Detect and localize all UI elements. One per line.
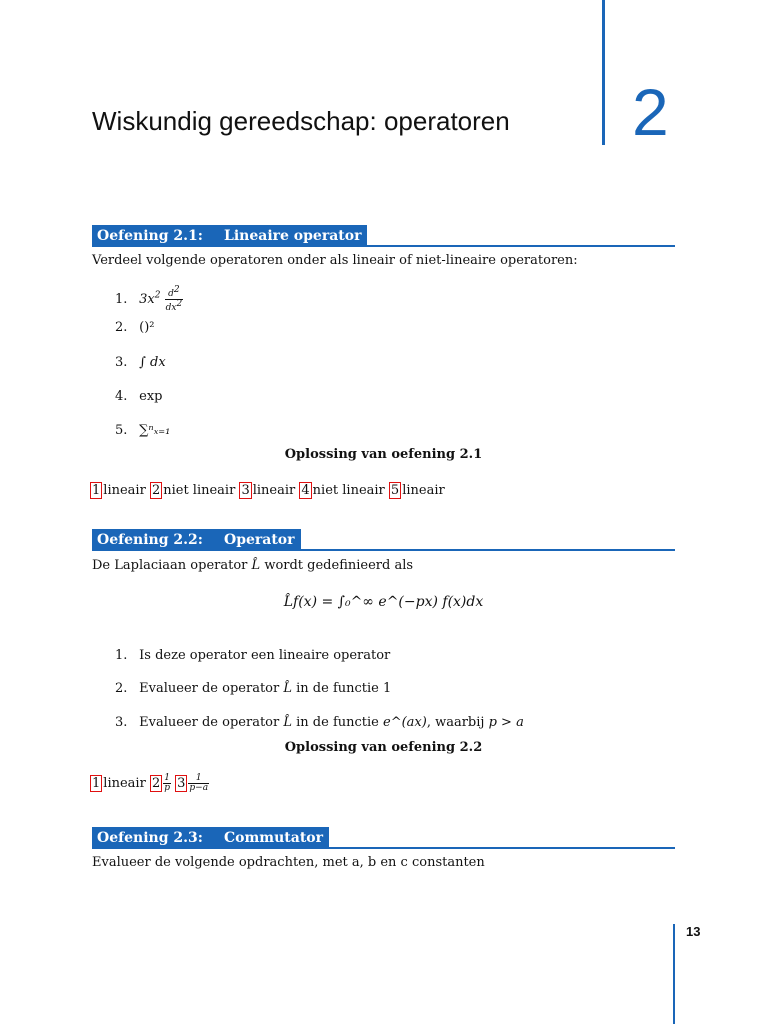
- answer-text: niet lineair: [312, 483, 385, 498]
- list-item: [115, 389, 163, 404]
- list-item: [115, 681, 391, 696]
- item-math: exp: [139, 389, 163, 404]
- exercise-label-box: [92, 225, 367, 247]
- answer-text: lineair: [103, 776, 146, 791]
- solution-title: Oplossing van oefening 2.1: [284, 447, 483, 462]
- item-number: 2.: [115, 681, 128, 696]
- answer-fraction: $\frac{1}{p-a}$: [189, 773, 209, 793]
- list-item: [115, 320, 155, 335]
- item-number: 1.: [115, 292, 128, 307]
- answer-text: lineair: [103, 483, 146, 498]
- exercise-label: Oefening 2.2:: [97, 532, 203, 548]
- answer-text: niet lineair: [163, 483, 236, 498]
- exercise-name: Operator: [224, 532, 295, 548]
- answer-ref-link[interactable]: 1: [92, 483, 101, 498]
- answer-ref-link[interactable]: 3: [177, 776, 186, 791]
- item-text: Evalueer de operator: [139, 681, 280, 696]
- item-text: Evalueer de operator: [139, 715, 280, 730]
- exercise-header-2-3: [92, 821, 675, 849]
- exercise-label-box: [92, 827, 329, 849]
- item-number: 4.: [115, 389, 128, 404]
- item-math: ()²: [139, 320, 155, 335]
- list-item: [115, 715, 524, 730]
- item-number: 2.: [115, 320, 128, 335]
- item-text: in de functie: [296, 715, 379, 730]
- solution-answers: [90, 482, 445, 499]
- exercise-header-2-1: [92, 219, 675, 247]
- item-math: ∫ dx: [139, 355, 166, 370]
- answer-ref-link[interactable]: 4: [301, 483, 310, 498]
- solution-answers: [90, 774, 209, 793]
- answer-ref-link[interactable]: 2: [151, 776, 161, 791]
- chapter-rule: [602, 0, 605, 145]
- exercise-intro: [92, 558, 413, 573]
- function-expression: e^(ax): [383, 715, 427, 730]
- intro-text: De Laplaciaan operator: [92, 558, 248, 573]
- solution-title: Oplossing van oefening 2.2: [284, 740, 483, 755]
- list-item: [115, 355, 166, 370]
- exercise-header-2-2: [92, 523, 675, 551]
- list-item: [115, 423, 170, 438]
- item-number: 1.: [115, 648, 128, 663]
- item-number: 3.: [115, 715, 128, 730]
- exercise-intro: Evalueer de volgende opdrachten, met a, b en c constanten: [92, 855, 485, 870]
- list-item: [115, 648, 390, 663]
- item-text: , waarbij: [426, 715, 485, 730]
- list-item: [115, 286, 183, 313]
- condition-expression: p > a: [488, 715, 524, 730]
- answer-text: lineair: [402, 483, 445, 498]
- item-number: 3.: [115, 355, 128, 370]
- item-math: ∑ⁿₓ₌₁: [139, 423, 171, 438]
- operator-symbol: L̂: [283, 715, 292, 730]
- item-text: Is deze operator een lineaire operator: [139, 648, 391, 663]
- exercise-intro: Verdeel volgende operatoren onder als lineair of niet-lineaire operatoren:: [92, 253, 578, 268]
- exercise-label: Oefening 2.3:: [97, 830, 203, 846]
- answer-ref-link[interactable]: 1: [92, 776, 101, 791]
- intro-text: wordt gedefinieerd als: [264, 558, 414, 573]
- answer-ref-link[interactable]: 2: [151, 483, 161, 498]
- answer-fraction: $\frac{1}{p}$: [164, 773, 170, 793]
- operator-symbol: L̂: [251, 558, 261, 573]
- answer-ref-link[interactable]: 3: [241, 483, 250, 498]
- exercise-name: Lineaire operator: [224, 228, 362, 244]
- exercise-label: Oefening 2.1:: [97, 228, 203, 244]
- answer-text: lineair: [252, 483, 296, 498]
- operator-symbol: L̂: [283, 681, 292, 696]
- chapter-title: Wiskundig gereedschap: operatoren: [92, 106, 510, 136]
- item-text: in de functie 1: [296, 681, 392, 696]
- chapter-number: 2: [632, 75, 669, 149]
- exercise-name: Commutator: [224, 830, 324, 846]
- item-math: $3x^2$ $\frac{d^2}{dx^2}$: [139, 285, 183, 313]
- answer-ref-link[interactable]: 5: [390, 483, 400, 498]
- exercise-label-box: [92, 529, 301, 551]
- page-number: 13: [686, 924, 701, 939]
- page-number-rule: [673, 924, 675, 1024]
- item-number: 5.: [115, 423, 128, 438]
- display-equation: L̂f(x) = ∫₀^∞ e^(−px) f(x)dx: [283, 594, 484, 610]
